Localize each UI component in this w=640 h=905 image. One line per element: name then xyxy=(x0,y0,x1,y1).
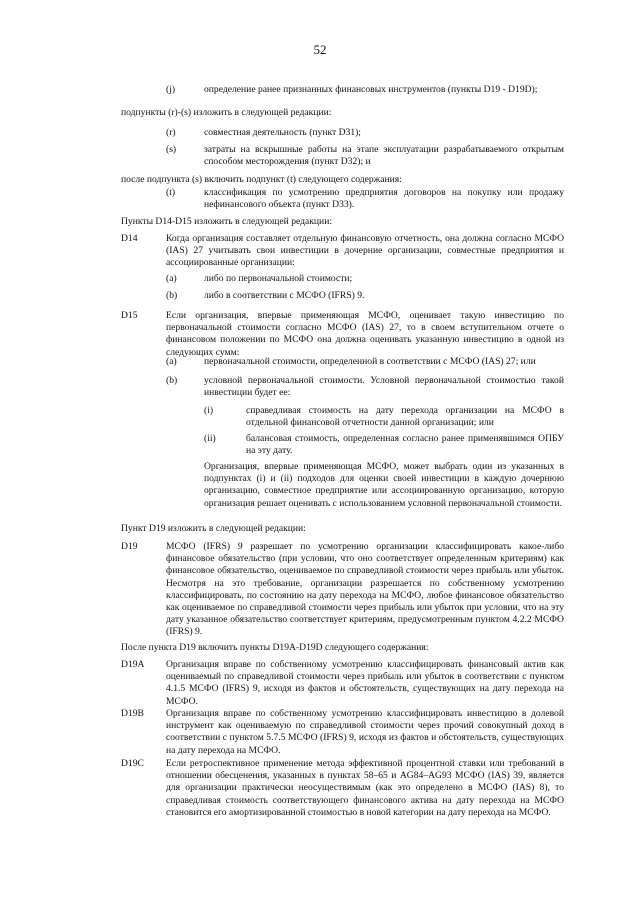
page-number: 52 xyxy=(313,42,327,57)
item-label: (a) xyxy=(166,273,177,284)
paragraph-number: D19C xyxy=(121,758,144,769)
item-label: (r) xyxy=(166,127,176,138)
item-label: (j) xyxy=(166,84,176,95)
item-label: (b) xyxy=(166,290,178,301)
item-label: (s) xyxy=(166,144,177,155)
paragraph-text: Организация вправе по собственному усмотрению классифицировать инвестицию в долевой инструмент как оцениваемую по справедливой стоимости через прочий совокупный доход в соответствии с пунктом 5.7.5 МСФО (IFRS) 9, исходя из фактов и обстоятельств, существующих на дату перехода на МСФО. xyxy=(166,708,564,756)
item-text: классификация по усмотрению предприятия договоров на покупку или продажу нефинансового объекта (пункт D33). xyxy=(204,187,564,211)
paragraph-text: Организация, впервые применяющая МСФО, может выбрать один из указанных в подпунктах (i) и (ii) подходов для оценки своей инвестиции в каждую дочернюю организацию, совместное предприятие или ассоциированную организацию, которую организация решает оценивать с использованием условной первоначальной стоимости. xyxy=(204,461,564,509)
amendment-instruction: После пункта D19 включить пункты D19A-D19D следующего содержания: xyxy=(121,642,429,653)
paragraph-number: D19A xyxy=(121,659,145,670)
paragraph-text: Организация вправе по собственному усмотрению классифицировать финансовый актив как оцениваемый по справедливой стоимости через прибыль или убыток в соответствии с пунктом 4.1.5 МСФО (IFRS) 9, исходя из фактов и обстоятельств, существующих на дату перехода на МСФО. xyxy=(166,659,564,707)
item-text: балансовая стоимость, определенная согласно ранее применявшимся ОПБУ на эту дату. xyxy=(246,433,564,457)
item-text: затраты на вскрышные работы на этапе эксплуатации разрабатываемого открытым способом месторождения (пункт D32); и xyxy=(204,144,564,168)
item-label: (a) xyxy=(166,356,177,367)
item-label: (t) xyxy=(166,187,176,198)
paragraph-text: Если организация, впервые применяющая МСФО, оценивает такую инвестицию по первоначальной стоимости согласно МСФО (IAS) 27, то в своем вступительном отчете о финансовом положении по МСФО она должна оценивать указанную инвестицию в одной из следующих сумм: xyxy=(166,310,564,358)
item-text: первоначальной стоимости, определенной в соответствии с МСФО (IAS) 27; или xyxy=(204,356,536,367)
amendment-instruction: Пункт D19 изложить в следующей редакции: xyxy=(121,523,306,534)
item-text: совместная деятельность (пункт D31); xyxy=(204,127,361,138)
paragraph-text: Когда организация составляет отдельную финансовую отчетность, она должна согласно МСФО (IAS) 27 учитывать свои инвестиции в дочерние организации, совместные предприятия и ассоциированные организации: xyxy=(166,233,564,269)
paragraph-number: D19 xyxy=(121,541,138,552)
paragraph-text: МСФО (IFRS) 9 разрешает по усмотрению организации классифицировать какое-либо финансовое обязательство (при условии, что оно соответствует определенным критериям) как финансовое обязательство, оцениваемое по справедливой стоимости через прибыль или убыток. Несмотря на это требование, организации разрешается по собственному усмотрению классифицировать, по состоянию на дату перехода на МСФО, любое финансовое обязательство как оцениваемое по справедливой стоимости через прибыль или убыток при условии, что на эту дату указанное обязательство соответствует критериям, предусмотренным пунктом 4.2.2 МСФО (IFRS) 9. xyxy=(166,541,564,638)
item-label: (i) xyxy=(204,405,214,416)
item-label: (b) xyxy=(166,375,178,386)
paragraph-number: D19B xyxy=(121,708,144,719)
item-label: (ii) xyxy=(204,433,216,444)
item-text: либо по первоначальной стоимости; xyxy=(204,273,353,284)
item-text: определение ранее признанных финансовых инструментов (пункты D19 - D19D); xyxy=(204,84,538,95)
item-text: условной первоначальной стоимости. Условной первоначальной стоимостью такой инвестиции будет ее: xyxy=(204,375,564,399)
paragraph-number: D14 xyxy=(121,233,138,244)
amendment-instruction: Пункты D14-D15 изложить в следующей редакции: xyxy=(121,216,332,227)
amendment-instruction: подпункты (r)-(s) изложить в следующей редакции: xyxy=(121,107,332,118)
item-text: справедливая стоимость на дату перехода организации на МСФО в отдельной финансовой отчетности данной организации; или xyxy=(246,405,564,429)
paragraph-number: D15 xyxy=(121,310,138,321)
amendment-instruction: после подпункта (s) включить подпункт (t) следующего содержания: xyxy=(121,174,402,185)
paragraph-text: Если ретроспективное применение метода эффективной процентной ставки или требований в отношении обесценения, указанных в пунктах 58–65 и AG84–AG93 МСФО (IAS) 39, является для организации практически неосуществимым (как это определено в МСФО (IAS) 8), то справедливая стоимость соответствующего финансового актива на дату перехода на МСФО становится его амортизированной стоимостью в новой категории на дату перехода на МСФО. xyxy=(166,758,564,818)
item-text: либо в соответствии с МСФО (IFRS) 9. xyxy=(204,290,365,301)
